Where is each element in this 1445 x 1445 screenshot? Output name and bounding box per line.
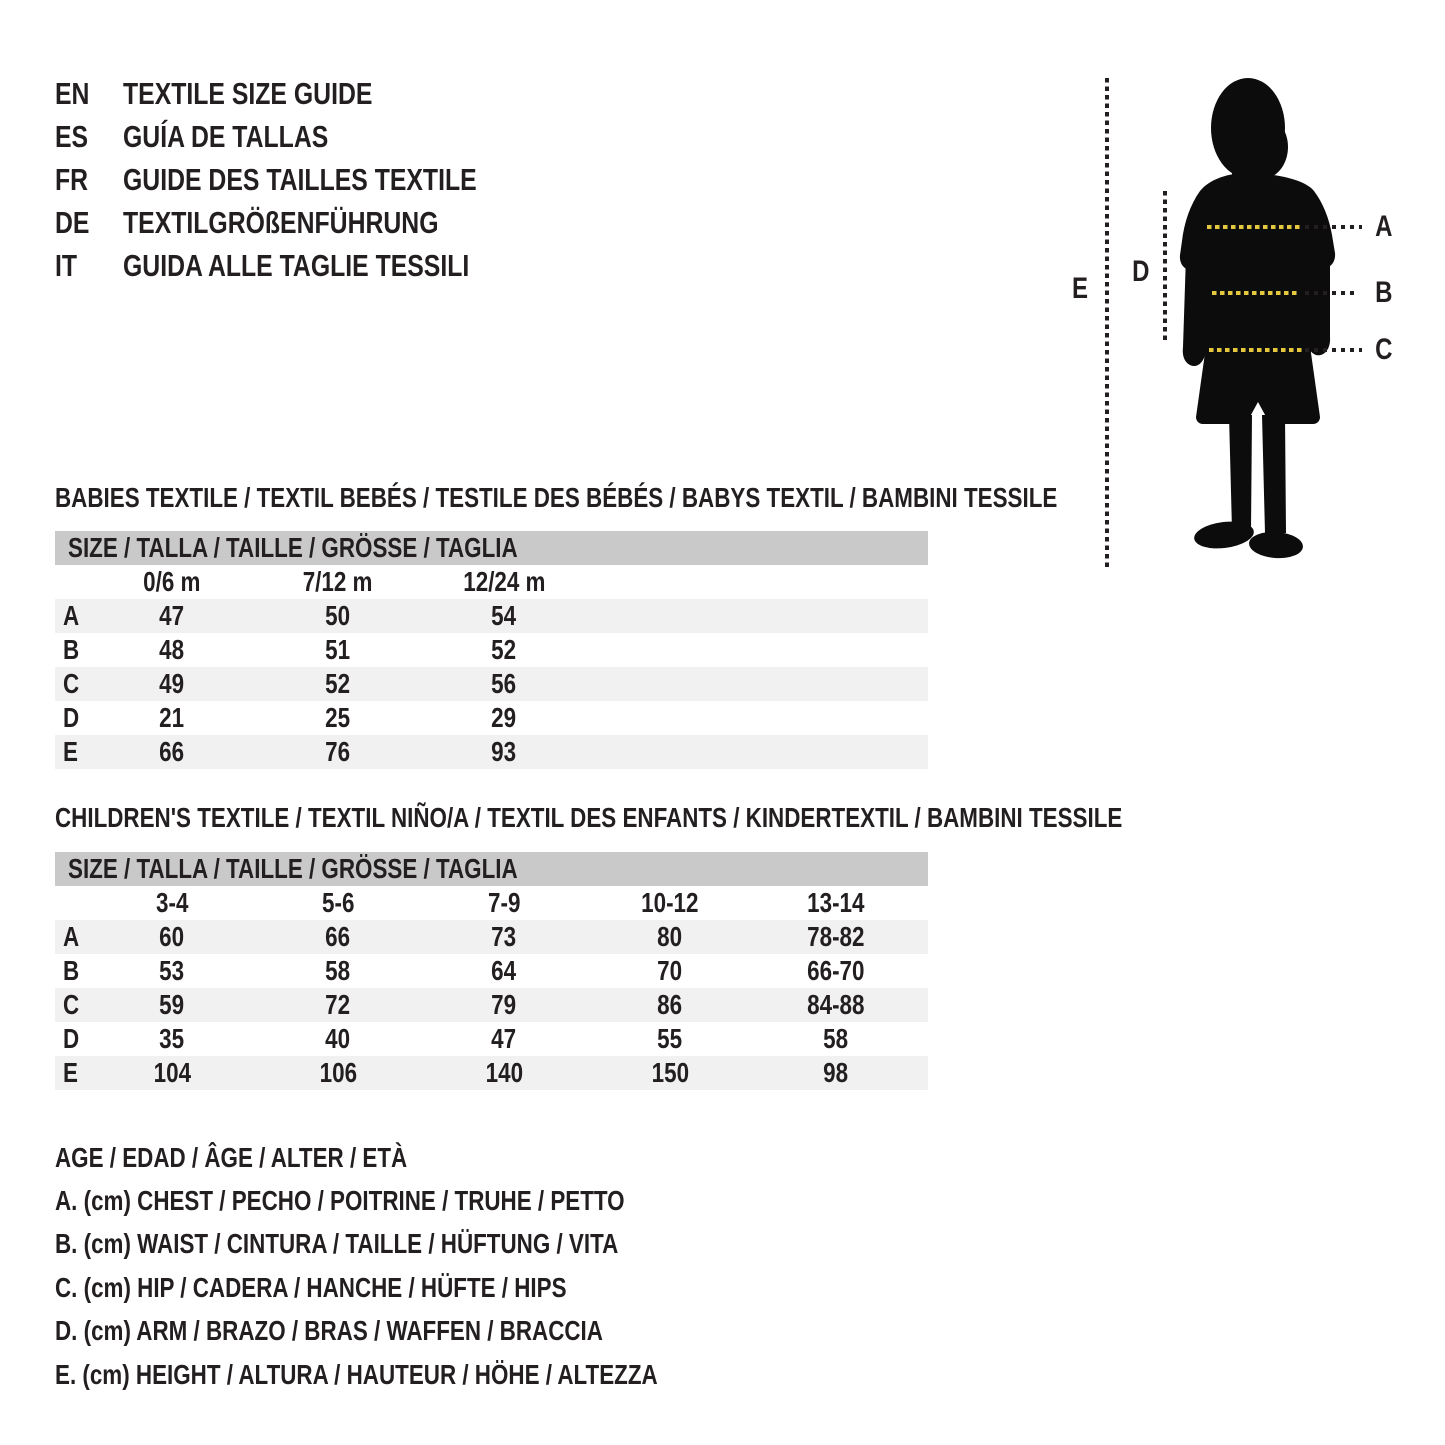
table-cell: 58 (325, 955, 351, 986)
column-header: 5-6 (321, 887, 355, 918)
table-cell: 35 (159, 1023, 185, 1054)
table-cell: 53 (159, 955, 185, 986)
table-cell: 47 (491, 1023, 517, 1054)
table-cell: 76 (325, 736, 351, 767)
row-label: E (63, 736, 78, 767)
table-cell: 79 (491, 989, 517, 1020)
table-cell: 150 (651, 1057, 689, 1088)
table-cell: 48 (159, 634, 185, 665)
table-row (55, 667, 928, 701)
table-row (55, 1022, 928, 1056)
measure-label-b: B (1375, 276, 1393, 309)
table-cell: 50 (325, 600, 351, 631)
table-cell: 66-70 (807, 955, 865, 986)
legend-hip: C. (cm) HIP / CADERA / HANCHE / HÜFTE / HIPS (55, 1271, 567, 1303)
waist-measure-leader-b (1305, 291, 1359, 295)
chest-measure-leader-a (1305, 225, 1362, 229)
table-cell: 104 (153, 1057, 191, 1088)
children-section-title: CHILDREN'S TEXTILE / TEXTIL NIÑO/A / TEXTIL DES ENFANTS / KINDERTEXTIL / BAMBINI TESSILE (55, 802, 1123, 833)
table-row (55, 1056, 928, 1090)
table-cell: 29 (491, 702, 517, 733)
measure-label-c: C (1375, 333, 1393, 366)
children-column-header-row (55, 886, 928, 920)
measure-label-d: D (1132, 255, 1150, 288)
table-cell: 78-82 (807, 921, 865, 952)
column-header: 10-12 (641, 887, 699, 918)
column-header: 12/24 m (462, 566, 546, 597)
language-title-list (55, 72, 565, 287)
column-header: 0/6 m (143, 566, 201, 597)
table-cell: 98 (823, 1057, 849, 1088)
row-label: B (63, 955, 80, 986)
children-size-header-bar: SIZE / TALLA / TAILLE / GRÖSSE / TAGLIA (55, 852, 928, 886)
table-cell: 25 (325, 702, 351, 733)
table-row (55, 988, 928, 1022)
table-row (55, 920, 928, 954)
table-cell: 52 (325, 668, 351, 699)
table-cell: 66 (325, 921, 351, 952)
table-cell: 21 (159, 702, 185, 733)
lang-code: ES (55, 118, 89, 154)
table-row (55, 735, 928, 769)
lang-code: IT (55, 247, 78, 283)
table-cell: 47 (159, 600, 185, 631)
column-header: 13-14 (807, 887, 865, 918)
table-cell: 66 (159, 736, 185, 767)
measure-label-a: A (1375, 210, 1393, 243)
table-cell: 55 (657, 1023, 683, 1054)
guide-title-es: GUÍA DE TALLAS (123, 118, 329, 154)
table-cell: 51 (325, 634, 351, 665)
lang-row-es (55, 115, 565, 158)
table-cell: 60 (159, 921, 185, 952)
column-header: 7-9 (487, 887, 521, 918)
babies-column-header-row (55, 565, 928, 599)
lang-row-fr (55, 158, 565, 201)
waist-measure-line-b (1212, 291, 1299, 295)
table-cell: 93 (491, 736, 517, 767)
row-label: A (63, 600, 80, 631)
row-label: E (63, 1057, 78, 1088)
chest-measure-line-a (1207, 225, 1302, 229)
row-label: C (63, 989, 80, 1020)
legend-chest: A. (cm) CHEST / PECHO / POITRINE / TRUHE / PETTO (55, 1185, 625, 1217)
table-cell: 80 (657, 921, 683, 952)
babies-size-header-bar: SIZE / TALLA / TAILLE / GRÖSSE / TAGLIA (55, 531, 928, 565)
table-cell: 72 (325, 989, 351, 1020)
table-cell: 106 (319, 1057, 357, 1088)
table-cell: 64 (491, 955, 517, 986)
babies-section-title: BABIES TEXTILE / TEXTIL BEBÉS / TESTILE DES BÉBÉS / BABYS TEXTIL / BAMBINI TESSILE (55, 482, 1058, 513)
guide-title-fr: GUIDE DES TAILLES TEXTILE (123, 161, 477, 197)
table-row (55, 954, 928, 988)
table-cell: 73 (491, 921, 517, 952)
table-cell: 52 (491, 634, 517, 665)
lang-code: FR (55, 161, 89, 197)
legend-age: AGE / EDAD / ÂGE / ALTER / ETÀ (55, 1141, 408, 1173)
row-label: D (63, 702, 80, 733)
column-header: 3-4 (155, 887, 189, 918)
table-cell: 49 (159, 668, 185, 699)
row-label: C (63, 668, 80, 699)
lang-row-de (55, 201, 565, 244)
lang-row-en (55, 72, 565, 115)
table-cell: 70 (657, 955, 683, 986)
table-cell: 59 (159, 989, 185, 1020)
guide-title-en: TEXTILE SIZE GUIDE (123, 75, 373, 111)
table-cell: 58 (823, 1023, 849, 1054)
lang-row-it (55, 244, 565, 287)
column-header: 7/12 m (303, 566, 373, 597)
table-cell: 54 (491, 600, 517, 631)
table-cell: 40 (325, 1023, 351, 1054)
guide-title-it: GUIDA ALLE TAGLIE TESSILI (123, 247, 470, 283)
legend-height: E. (cm) HEIGHT / ALTURA / HAUTEUR / HÖHE / ALTEZZA (55, 1358, 658, 1390)
legend-arm: D. (cm) ARM / BRAZO / BRAS / WAFFEN / BRACCIA (55, 1315, 603, 1347)
babies-size-table (55, 531, 928, 769)
table-cell: 56 (491, 668, 517, 699)
table-cell: 86 (657, 989, 683, 1020)
measurement-legend (55, 1136, 808, 1396)
lang-code: DE (55, 204, 90, 240)
hip-measure-line-c (1209, 348, 1304, 352)
row-label: D (63, 1023, 80, 1054)
hip-measure-leader-c (1305, 348, 1362, 352)
arm-measure-line-d (1163, 191, 1167, 344)
legend-waist: B. (cm) WAIST / CINTURA / TAILLE / HÜFTUNG / VITA (55, 1228, 619, 1260)
row-label: B (63, 634, 80, 665)
lang-code: EN (55, 75, 90, 111)
children-size-table (55, 852, 928, 1090)
measure-label-e: E (1071, 272, 1088, 305)
table-row (55, 633, 928, 667)
table-row (55, 701, 928, 735)
table-cell: 84-88 (807, 989, 865, 1020)
table-row (55, 599, 928, 633)
row-label: A (63, 921, 80, 952)
guide-title-de: TEXTILGRÖßENFÜHRUNG (123, 204, 439, 240)
table-cell: 140 (485, 1057, 523, 1088)
